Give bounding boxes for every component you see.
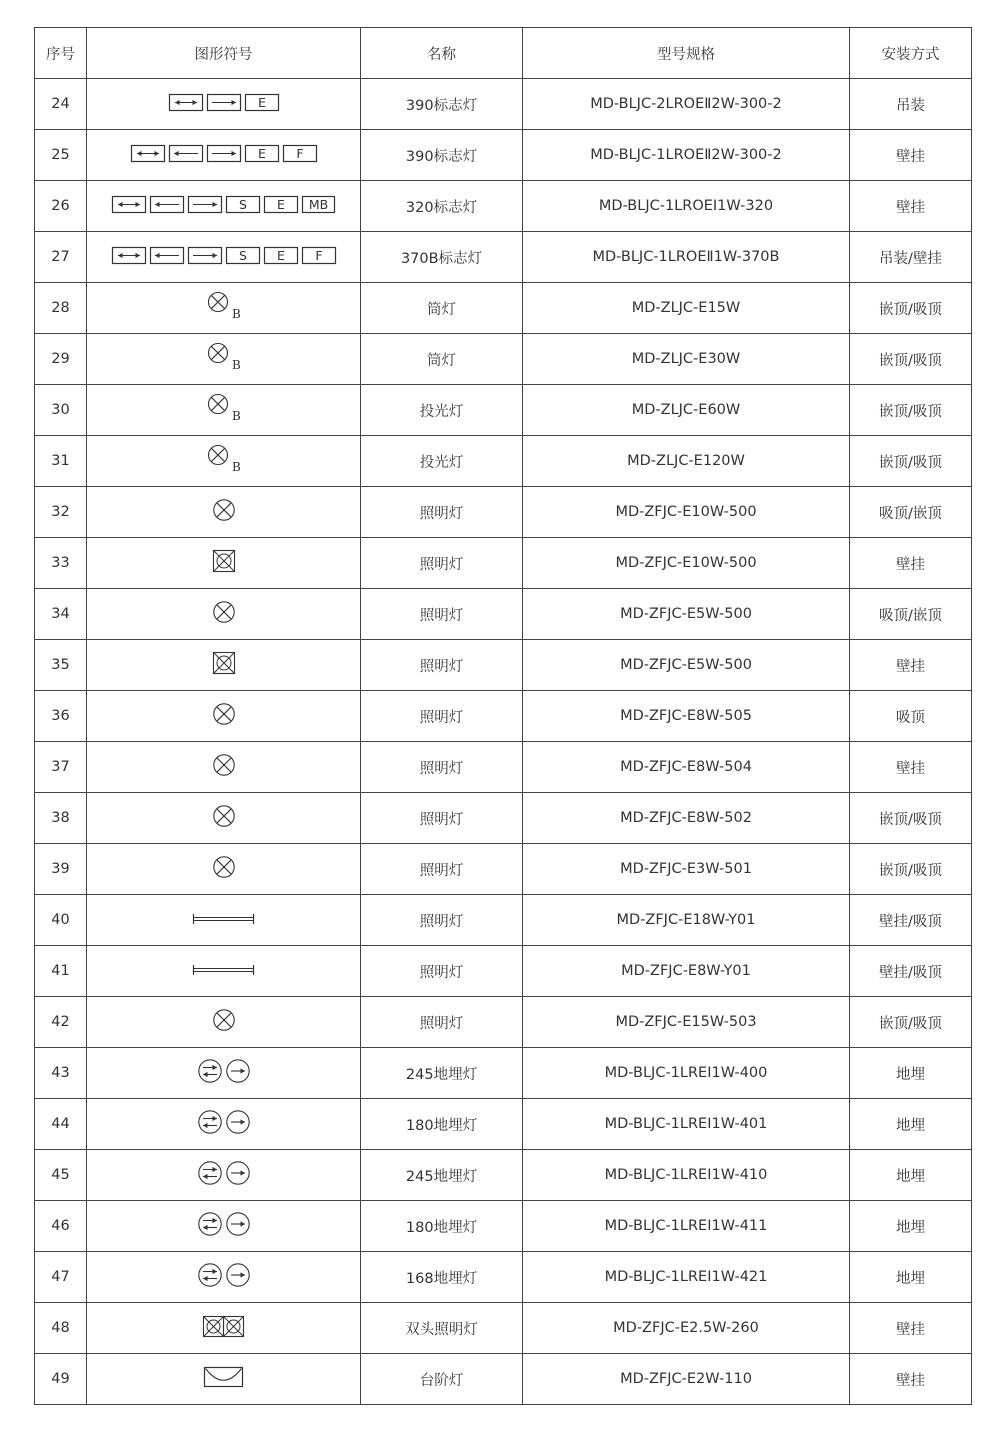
row-lamp-name: 390标志灯: [361, 79, 523, 130]
symbol-wrapper: [198, 1263, 250, 1287]
table-row: [35, 844, 972, 895]
row-model-spec: MD-BLJC-1LROEⅡ2W-300-2: [523, 130, 850, 181]
cross-circle-lamp-icon: [213, 500, 233, 520]
table-row: [35, 640, 972, 691]
row-symbol: [87, 946, 361, 997]
table-row: [35, 436, 972, 487]
step-lamp-icon: [205, 1368, 243, 1387]
double-head-lamp-icon: [204, 1316, 244, 1336]
svg-text:B: B: [231, 358, 241, 372]
row-index: 26: [35, 181, 87, 232]
row-symbol: [87, 181, 361, 232]
row-index: 30: [35, 385, 87, 436]
sign-letter-f-icon: [302, 247, 335, 263]
symbol-wrapper: [213, 754, 235, 776]
symbol-wrapper: [198, 1059, 250, 1083]
row-symbol: [87, 1201, 361, 1252]
cross-circle-lamp-icon: [213, 806, 233, 826]
symbol-graphic: [198, 1212, 250, 1236]
svg-text:B: B: [231, 460, 241, 474]
svg-text:B: B: [231, 409, 241, 423]
symbol-graphic: [131, 145, 317, 162]
row-install-method: 吊装/壁挂: [850, 232, 972, 283]
row-index: 48: [35, 1303, 87, 1354]
cross-circle-lamp-icon: [213, 1010, 233, 1030]
svg-text:S: S: [238, 247, 247, 263]
symbol-graphic: [198, 1263, 250, 1287]
row-lamp-name: 照明灯: [361, 997, 523, 1048]
tube-lamp-icon: [194, 914, 254, 924]
row-model-spec: MD-BLJC-2LROEⅡ2W-300-2: [523, 79, 850, 130]
svg-text:E: E: [277, 196, 285, 212]
right-circle-icon: [226, 1111, 248, 1133]
row-install-method: 壁挂: [850, 640, 972, 691]
right-circle-icon: [226, 1162, 248, 1184]
row-lamp-name: 照明灯: [361, 844, 523, 895]
table-row: [35, 691, 972, 742]
row-lamp-name: 台阶灯: [361, 1354, 523, 1405]
row-index: 43: [35, 1048, 87, 1099]
row-symbol: [87, 283, 361, 334]
row-index: 40: [35, 895, 87, 946]
symbol-graphic: [213, 703, 235, 725]
symbol-graphic: [213, 652, 235, 674]
row-lamp-name: 照明灯: [361, 793, 523, 844]
cross-circle-lamp-icon: [213, 602, 233, 622]
row-model-spec: MD-ZFJC-E18W-Y01: [523, 895, 850, 946]
row-install-method: 地埋: [850, 1150, 972, 1201]
symbol-wrapper: [213, 805, 235, 827]
row-install-method: 吸顶: [850, 691, 972, 742]
row-model-spec: MD-ZLJC-E15W: [523, 283, 850, 334]
symbol-graphic: [169, 94, 279, 111]
bidirectional-circle-icon: [198, 1111, 220, 1133]
row-symbol: [87, 742, 361, 793]
row-symbol: [87, 1048, 361, 1099]
row-lamp-name: 168地埋灯: [361, 1252, 523, 1303]
table-row: [35, 1252, 972, 1303]
row-model-spec: MD-ZFJC-E5W-500: [523, 640, 850, 691]
table-row: [35, 1150, 972, 1201]
symbol-graphic: [198, 1110, 250, 1134]
sign-letter-f-icon: [283, 145, 316, 161]
table-row: [35, 181, 972, 232]
sign-letter-mb-icon: [303, 196, 335, 212]
header-name: 名称: [361, 28, 523, 79]
symbol-wrapper: [198, 1212, 250, 1236]
row-index: 41: [35, 946, 87, 997]
row-model-spec: MD-ZLJC-E30W: [523, 334, 850, 385]
right-circle-icon: [226, 1264, 248, 1286]
row-index: 45: [35, 1150, 87, 1201]
table-row: [35, 487, 972, 538]
row-symbol: [87, 538, 361, 589]
row-symbol: [87, 232, 361, 283]
row-model-spec: MD-ZFJC-E10W-500: [523, 538, 850, 589]
symbol-graphic: [207, 395, 241, 421]
table-row: [35, 1303, 972, 1354]
row-install-method: 壁挂: [850, 1354, 972, 1405]
row-install-method: 壁挂: [850, 181, 972, 232]
downlight-b-icon: [208, 395, 241, 424]
symbol-graphic: [213, 550, 235, 572]
double-arrow-icon: [169, 94, 202, 110]
row-install-method: 壁挂/吸顶: [850, 946, 972, 997]
row-symbol: [87, 691, 361, 742]
row-index: 25: [35, 130, 87, 181]
row-install-method: 壁挂/吸顶: [850, 895, 972, 946]
row-symbol: [87, 1252, 361, 1303]
cross-circle-lamp-icon: [213, 755, 233, 775]
right-arrow-icon: [207, 94, 240, 110]
table-row: [35, 538, 972, 589]
row-symbol: [87, 793, 361, 844]
row-lamp-name: 双头照明灯: [361, 1303, 523, 1354]
row-model-spec: MD-ZLJC-E120W: [523, 436, 850, 487]
row-model-spec: MD-BLJC-1LROEⅠ1W-320: [523, 181, 850, 232]
table-row: [35, 334, 972, 385]
row-model-spec: MD-ZFJC-E8W-Y01: [523, 946, 850, 997]
symbol-wrapper: [204, 1367, 243, 1387]
table-row: [35, 793, 972, 844]
table-row: [35, 1201, 972, 1252]
symbol-graphic: [112, 196, 335, 213]
symbol-wrapper: [207, 446, 241, 472]
row-index: 35: [35, 640, 87, 691]
row-lamp-name: 245地埋灯: [361, 1150, 523, 1201]
right-arrow-icon: [188, 247, 221, 263]
row-symbol: [87, 1099, 361, 1150]
row-model-spec: MD-ZFJC-E8W-502: [523, 793, 850, 844]
symbol-graphic: [203, 1316, 244, 1337]
downlight-b-icon: [208, 446, 241, 475]
symbol-wrapper: [213, 499, 235, 521]
square-lamp-icon: [213, 653, 234, 674]
row-install-method: 壁挂: [850, 130, 972, 181]
symbol-graphic: [213, 499, 235, 521]
row-model-spec: MD-BLJC-1LREⅠ1W-410: [523, 1150, 850, 1201]
row-lamp-name: 照明灯: [361, 946, 523, 997]
row-index: 42: [35, 997, 87, 1048]
right-circle-icon: [226, 1060, 248, 1082]
table-row: [35, 1099, 972, 1150]
row-lamp-name: 照明灯: [361, 487, 523, 538]
row-symbol: [87, 130, 361, 181]
table-row: [35, 997, 972, 1048]
symbol-graphic: [213, 754, 235, 776]
cross-circle-lamp-icon: [213, 857, 233, 877]
row-index: 46: [35, 1201, 87, 1252]
header-symbol: 图形符号: [87, 28, 361, 79]
row-install-method: 吊装: [850, 79, 972, 130]
row-symbol: [87, 589, 361, 640]
row-model-spec: MD-ZFJC-E8W-504: [523, 742, 850, 793]
svg-text:B: B: [231, 307, 241, 321]
symbol-graphic: [207, 446, 241, 472]
row-symbol: [87, 436, 361, 487]
symbol-graphic: [198, 1059, 250, 1083]
symbol-wrapper: [213, 550, 235, 572]
table-row: [35, 589, 972, 640]
row-lamp-name: 筒灯: [361, 334, 523, 385]
row-model-spec: MD-BLJC-1LREⅠ1W-401: [523, 1099, 850, 1150]
row-model-spec: MD-BLJC-1LREⅠ1W-411: [523, 1201, 850, 1252]
symbol-graphic: [213, 805, 235, 827]
symbol-wrapper: [198, 1161, 250, 1185]
row-install-method: 地埋: [850, 1252, 972, 1303]
table-row: [35, 130, 972, 181]
svg-text:S: S: [239, 196, 247, 212]
row-lamp-name: 180地埋灯: [361, 1201, 523, 1252]
row-symbol: [87, 79, 361, 130]
row-install-method: 地埋: [850, 1048, 972, 1099]
svg-text:E: E: [257, 94, 266, 110]
row-lamp-name: 370B标志灯: [361, 232, 523, 283]
row-index: 29: [35, 334, 87, 385]
row-index: 38: [35, 793, 87, 844]
row-index: 49: [35, 1354, 87, 1405]
symbol-wrapper: [198, 1110, 250, 1134]
table-row: [35, 1354, 972, 1405]
symbol-graphic: [198, 1161, 250, 1185]
table-row: [35, 742, 972, 793]
downlight-b-icon: [208, 344, 241, 373]
row-index: 37: [35, 742, 87, 793]
tube-lamp-icon: [194, 965, 254, 975]
row-install-method: 嵌顶/吸顶: [850, 283, 972, 334]
cross-circle-lamp-icon: [213, 704, 233, 724]
symbol-wrapper: [213, 601, 235, 623]
sign-letter-e-icon: [265, 196, 298, 212]
row-model-spec: MD-BLJC-1LROEⅡ1W-370B: [523, 232, 850, 283]
row-install-method: 壁挂: [850, 742, 972, 793]
row-model-spec: MD-ZFJC-E5W-500: [523, 589, 850, 640]
row-index: 24: [35, 79, 87, 130]
double-arrow-icon: [112, 247, 145, 263]
symbol-wrapper: [193, 914, 254, 924]
bidirectional-circle-icon: [198, 1213, 220, 1235]
symbol-wrapper: [112, 247, 336, 264]
symbol-graphic: [213, 1009, 235, 1031]
row-install-method: 嵌顶/吸顶: [850, 997, 972, 1048]
row-lamp-name: 照明灯: [361, 742, 523, 793]
symbol-graphic: [213, 856, 235, 878]
svg-text:F: F: [314, 247, 323, 263]
row-model-spec: MD-ZFJC-E2W-110: [523, 1354, 850, 1405]
row-index: 39: [35, 844, 87, 895]
svg-text:E: E: [276, 247, 285, 263]
symbol-graphic: [193, 914, 254, 924]
sign-letter-s-icon: [227, 196, 260, 212]
row-lamp-name: 照明灯: [361, 895, 523, 946]
row-model-spec: MD-ZFJC-E2.5W-260: [523, 1303, 850, 1354]
symbol-wrapper: [207, 395, 241, 421]
sign-letter-s-icon: [226, 247, 259, 263]
table-row: [35, 232, 972, 283]
row-lamp-name: 390标志灯: [361, 130, 523, 181]
symbol-wrapper: [213, 856, 235, 878]
row-lamp-name: 照明灯: [361, 589, 523, 640]
svg-text:F: F: [295, 145, 304, 161]
symbol-graphic: [207, 293, 241, 319]
row-symbol: [87, 334, 361, 385]
symbol-wrapper: [112, 196, 335, 213]
row-model-spec: MD-ZFJC-E15W-503: [523, 997, 850, 1048]
row-lamp-name: 照明灯: [361, 691, 523, 742]
row-lamp-name: 180地埋灯: [361, 1099, 523, 1150]
header-install: 安装方式: [850, 28, 972, 79]
table-body: [35, 79, 972, 1405]
row-install-method: 壁挂: [850, 1303, 972, 1354]
row-index: 27: [35, 232, 87, 283]
sign-letter-e-icon: [245, 94, 278, 110]
symbol-wrapper: [193, 965, 254, 975]
symbol-wrapper: [131, 145, 317, 162]
symbol-graphic: [204, 1367, 243, 1387]
row-symbol: [87, 1354, 361, 1405]
row-model-spec: MD-ZFJC-E3W-501: [523, 844, 850, 895]
row-symbol: [87, 487, 361, 538]
symbol-graphic: [193, 965, 254, 975]
row-install-method: 嵌顶/吸顶: [850, 793, 972, 844]
downlight-b-icon: [208, 293, 241, 322]
row-index: 33: [35, 538, 87, 589]
row-lamp-name: 320标志灯: [361, 181, 523, 232]
table-header-row: [35, 28, 972, 79]
left-arrow-icon: [150, 247, 183, 263]
lamp-spec-table: [34, 27, 972, 1405]
square-lamp-icon: [213, 551, 234, 572]
symbol-wrapper: [207, 344, 241, 370]
row-symbol: [87, 1303, 361, 1354]
row-symbol: [87, 640, 361, 691]
row-symbol: [87, 844, 361, 895]
row-install-method: 嵌顶/吸顶: [850, 385, 972, 436]
row-install-method: 吸顶/嵌顶: [850, 487, 972, 538]
row-install-method: 嵌顶/吸顶: [850, 844, 972, 895]
row-lamp-name: 筒灯: [361, 283, 523, 334]
table-row: [35, 895, 972, 946]
table-row: [35, 385, 972, 436]
sign-letter-e-icon: [245, 145, 278, 161]
bidirectional-circle-icon: [198, 1162, 220, 1184]
symbol-graphic: [112, 247, 336, 264]
header-model: 型号规格: [523, 28, 850, 79]
table-row: [35, 1048, 972, 1099]
row-index: 44: [35, 1099, 87, 1150]
table-row: [35, 283, 972, 334]
row-install-method: 吸顶/嵌顶: [850, 589, 972, 640]
row-index: 31: [35, 436, 87, 487]
symbol-graphic: [207, 344, 241, 370]
symbol-wrapper: [213, 703, 235, 725]
symbol-wrapper: [203, 1316, 244, 1337]
symbol-wrapper: [213, 1009, 235, 1031]
row-model-spec: MD-ZLJC-E60W: [523, 385, 850, 436]
row-install-method: 嵌顶/吸顶: [850, 436, 972, 487]
row-lamp-name: 投光灯: [361, 385, 523, 436]
row-install-method: 嵌顶/吸顶: [850, 334, 972, 385]
symbol-wrapper: [169, 94, 279, 111]
row-index: 34: [35, 589, 87, 640]
row-index: 28: [35, 283, 87, 334]
row-model-spec: MD-BLJC-1LREⅠ1W-400: [523, 1048, 850, 1099]
row-model-spec: MD-ZFJC-E10W-500: [523, 487, 850, 538]
left-arrow-icon: [169, 145, 202, 161]
row-symbol: [87, 895, 361, 946]
table-row: [35, 946, 972, 997]
row-model-spec: MD-BLJC-1LREⅠ1W-421: [523, 1252, 850, 1303]
svg-text:MB: MB: [308, 196, 329, 212]
row-index: 32: [35, 487, 87, 538]
header-index: 序号: [35, 28, 87, 79]
row-install-method: 地埋: [850, 1099, 972, 1150]
row-symbol: [87, 1150, 361, 1201]
row-install-method: 地埋: [850, 1201, 972, 1252]
row-index: 47: [35, 1252, 87, 1303]
double-arrow-icon: [131, 145, 164, 161]
right-arrow-icon: [207, 145, 240, 161]
row-lamp-name: 245地埋灯: [361, 1048, 523, 1099]
right-arrow-icon: [189, 196, 222, 212]
row-model-spec: MD-ZFJC-E8W-505: [523, 691, 850, 742]
double-arrow-icon: [113, 196, 146, 212]
row-install-method: 壁挂: [850, 538, 972, 589]
sign-letter-e-icon: [264, 247, 297, 263]
bidirectional-circle-icon: [198, 1264, 220, 1286]
svg-text:E: E: [257, 145, 266, 161]
row-lamp-name: 照明灯: [361, 538, 523, 589]
row-index: 36: [35, 691, 87, 742]
symbol-wrapper: [213, 652, 235, 674]
left-arrow-icon: [151, 196, 184, 212]
row-lamp-name: 照明灯: [361, 640, 523, 691]
right-circle-icon: [226, 1213, 248, 1235]
table-row: [35, 79, 972, 130]
row-symbol: [87, 385, 361, 436]
bidirectional-circle-icon: [198, 1060, 220, 1082]
symbol-graphic: [213, 601, 235, 623]
row-lamp-name: 投光灯: [361, 436, 523, 487]
symbol-wrapper: [207, 293, 241, 319]
row-symbol: [87, 997, 361, 1048]
